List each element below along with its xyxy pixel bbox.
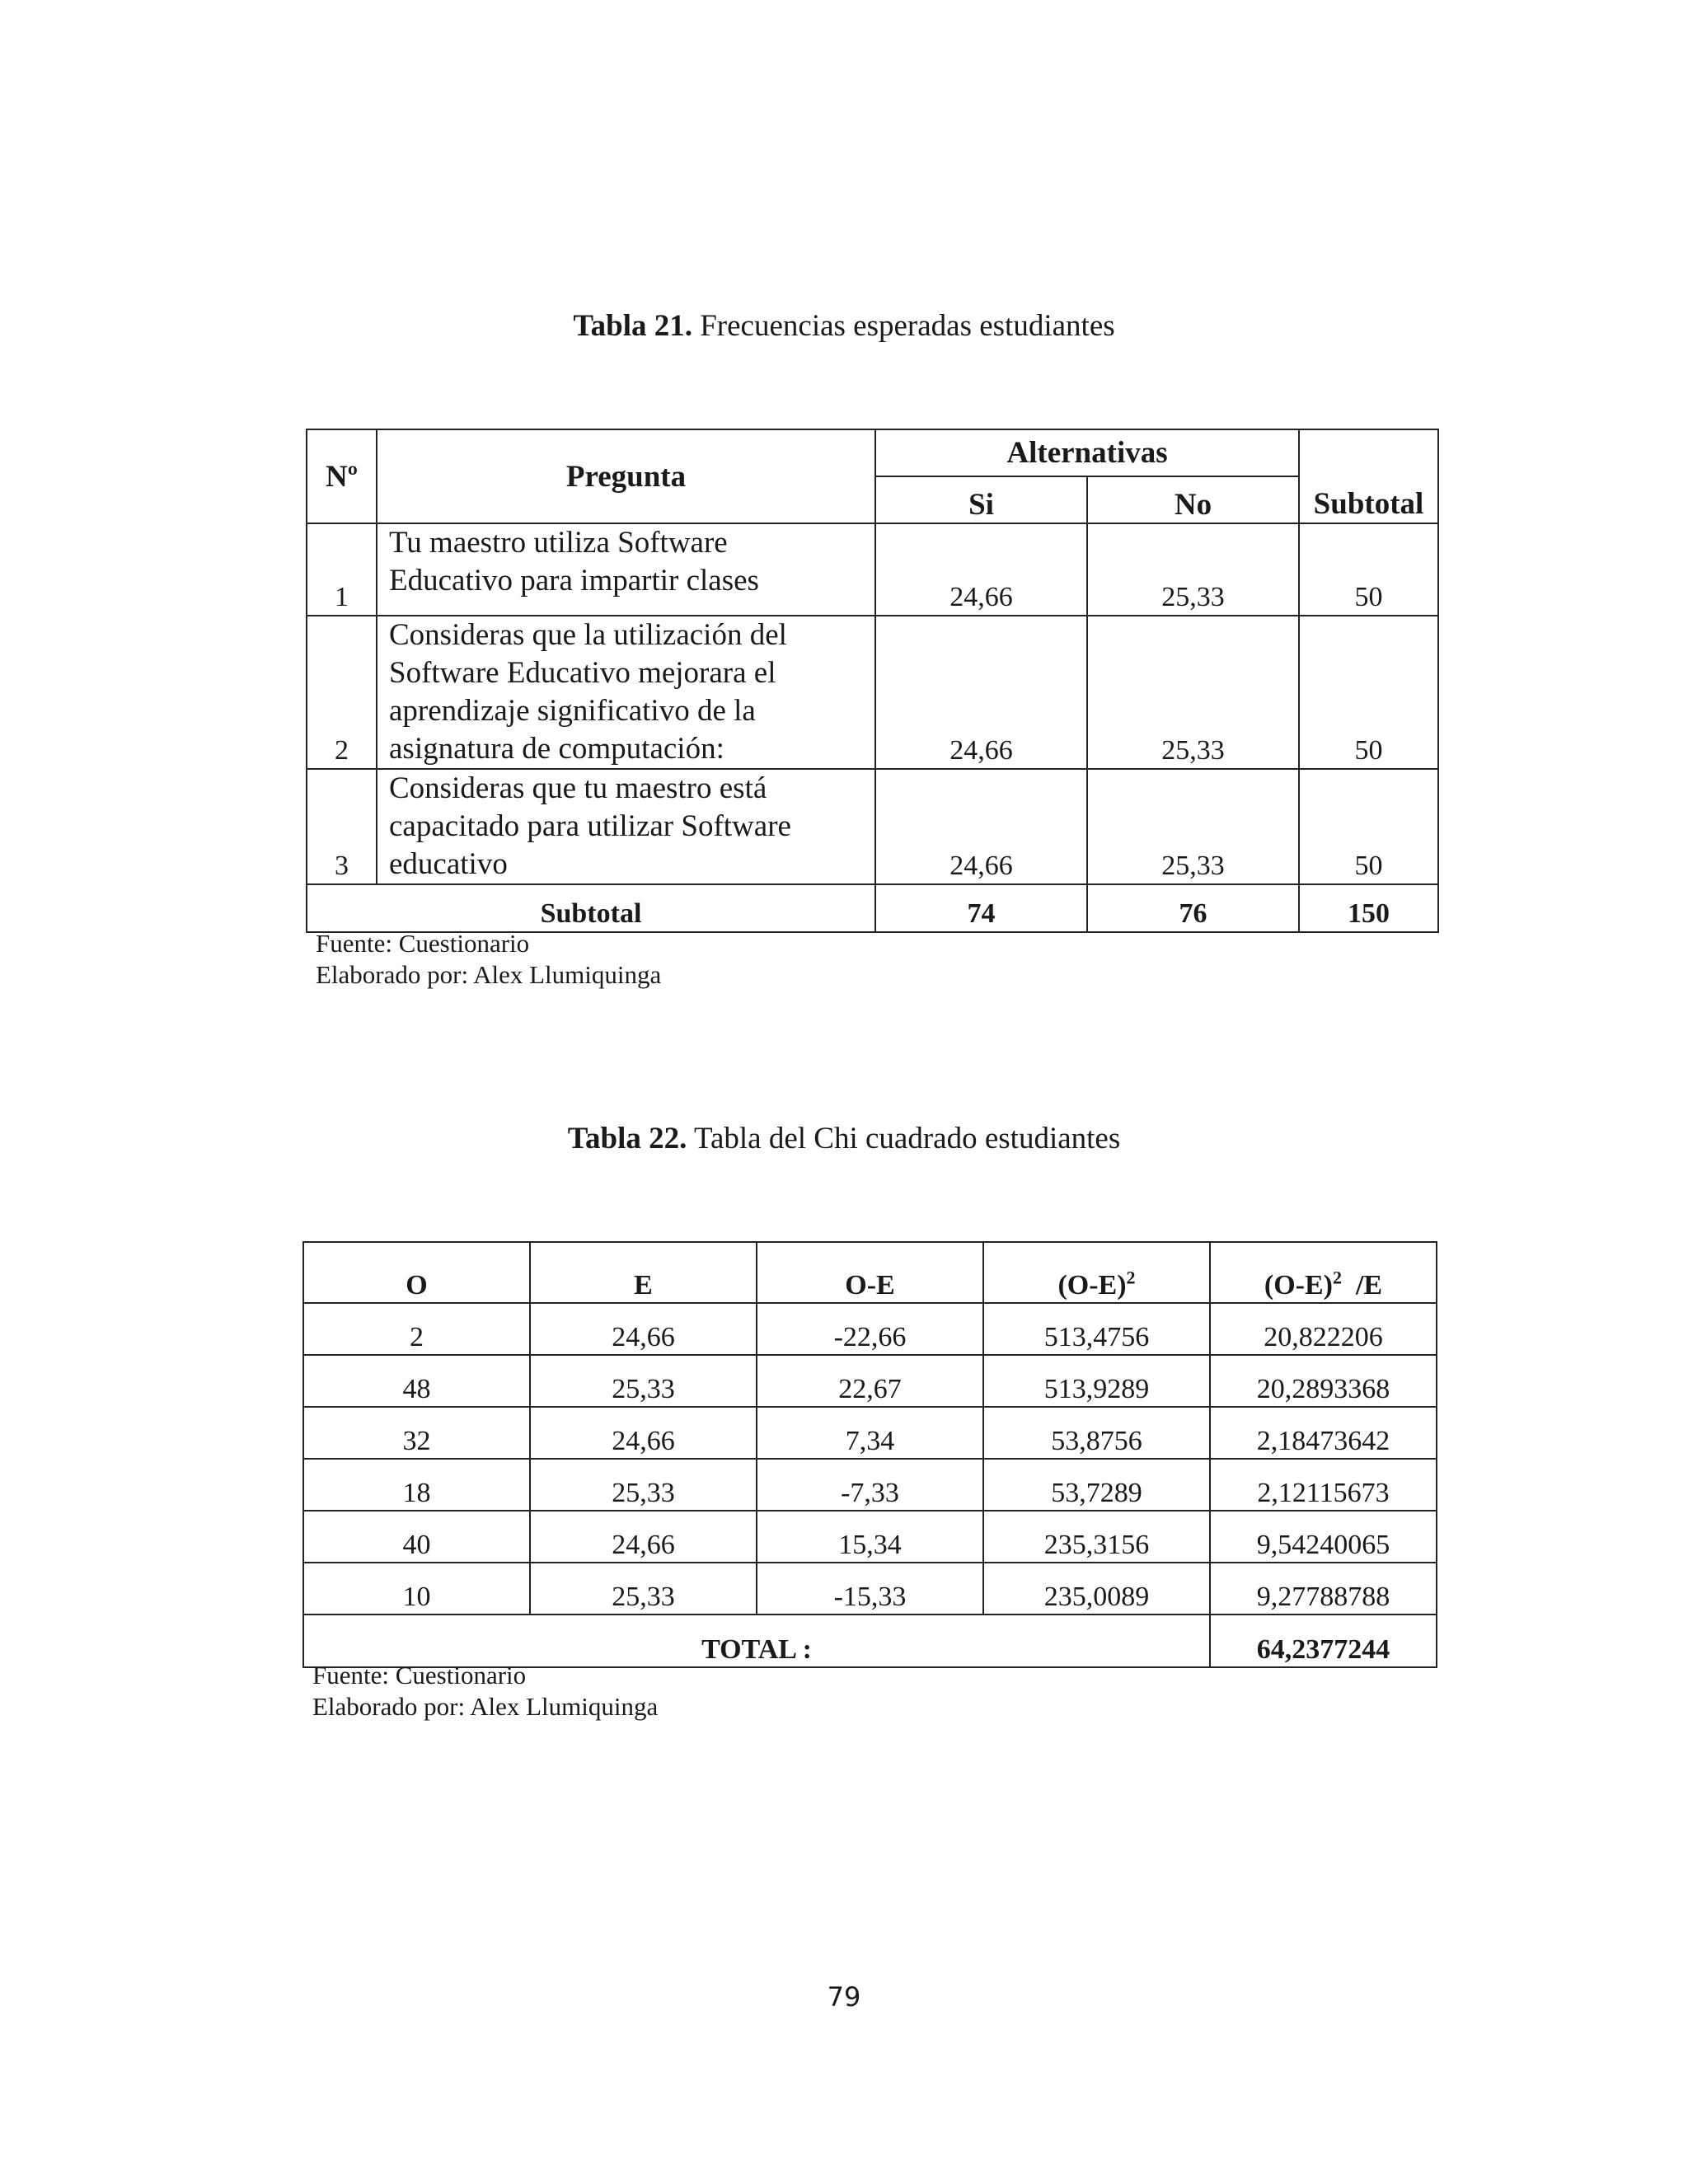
- header-base: (O-E): [1264, 1270, 1333, 1301]
- table-row: [303, 1407, 1437, 1459]
- cell-chi-term: 2,12115673: [1210, 1459, 1437, 1511]
- header-o: O: [303, 1242, 530, 1303]
- cell-chi-term: 20,822206: [1210, 1303, 1437, 1355]
- table-row: [307, 523, 1438, 616]
- author-line: Elaborado por: Alex Llumiquinga: [312, 1692, 659, 1721]
- value-si: 24,66: [875, 769, 1087, 884]
- header-no: Nº: [307, 429, 377, 523]
- question-line: educativo: [389, 847, 508, 881]
- table-21-source-note: [316, 928, 661, 991]
- cell-e: 25,33: [530, 1563, 757, 1615]
- page-number: 79: [827, 1981, 861, 2013]
- total-label: Subtotal: [307, 884, 875, 932]
- cell-e: 24,66: [530, 1407, 757, 1459]
- cell-chi-term: 20,2893368: [1210, 1355, 1437, 1407]
- cell-e: 24,66: [530, 1511, 757, 1563]
- table-row: [303, 1303, 1437, 1355]
- cell-squared: 513,4756: [983, 1303, 1210, 1355]
- value-subtotal: 50: [1299, 616, 1438, 769]
- header-pregunta: Pregunta: [377, 429, 875, 523]
- cell-o: 2: [303, 1303, 530, 1355]
- header-o-minus-e: O-E: [757, 1242, 983, 1303]
- total-value: 64,2377244: [1210, 1615, 1437, 1667]
- cell-e: 25,33: [530, 1355, 757, 1407]
- header-e: E: [530, 1242, 757, 1303]
- cell-o: 10: [303, 1563, 530, 1615]
- header-si: Si: [875, 476, 1087, 523]
- cell-squared: 53,8756: [983, 1407, 1210, 1459]
- cell-squared: 235,0089: [983, 1563, 1210, 1615]
- cell-squared: 513,9289: [983, 1355, 1210, 1407]
- total-si: 74: [875, 884, 1087, 932]
- table-row: [303, 1563, 1437, 1615]
- header-exponent: 2: [1332, 1267, 1342, 1288]
- cell-o-minus-e: -22,66: [757, 1303, 983, 1355]
- question-line: aprendizaje significativo de la: [389, 694, 756, 728]
- chi-square-table: [302, 1241, 1437, 1668]
- expected-frequencies-table: [306, 429, 1439, 933]
- cell-o: 40: [303, 1511, 530, 1563]
- value-no: 25,33: [1087, 616, 1299, 769]
- header-subtotal: Subtotal: [1299, 429, 1438, 523]
- table-21-caption: [0, 308, 1688, 344]
- table-row: [303, 1511, 1437, 1563]
- header-alternativas: Alternativas: [875, 429, 1299, 476]
- question-line: Consideras que la utilización del: [389, 618, 787, 652]
- table-22-caption: [0, 1121, 1688, 1157]
- question-line: Tu maestro utiliza Software: [389, 526, 728, 560]
- cell-chi-term: 9,54240065: [1210, 1511, 1437, 1563]
- cell-e: 24,66: [530, 1303, 757, 1355]
- cell-chi-term: 9,27788788: [1210, 1563, 1437, 1615]
- header-exponent: 2: [1126, 1267, 1136, 1288]
- header-chi-term: [1210, 1242, 1437, 1303]
- row-number: 3: [307, 769, 377, 884]
- question-text: [377, 616, 875, 769]
- cell-squared: 53,7289: [983, 1459, 1210, 1511]
- header-o-minus-e-squared: [983, 1242, 1210, 1303]
- table-21-header-row: [307, 429, 1438, 476]
- value-si: 24,66: [875, 523, 1087, 616]
- question-line: capacitado para utilizar Software: [389, 809, 791, 843]
- question-text: [377, 769, 875, 884]
- table-21-caption-text: Frecuencias esperadas estudiantes: [692, 309, 1115, 343]
- value-subtotal: 50: [1299, 769, 1438, 884]
- cell-o: 48: [303, 1355, 530, 1407]
- table-21-total-row: [307, 884, 1438, 932]
- table-row: [303, 1459, 1437, 1511]
- table-21-caption-label: Tabla 21.: [573, 309, 692, 343]
- value-no: 25,33: [1087, 523, 1299, 616]
- value-si: 24,66: [875, 616, 1087, 769]
- table-row: [303, 1355, 1437, 1407]
- table-22-caption-text: Tabla del Chi cuadrado estudiantes: [687, 1122, 1121, 1155]
- row-number: 1: [307, 523, 377, 616]
- table-22-caption-label: Tabla 22.: [567, 1122, 687, 1155]
- header-tail: /E: [1341, 1270, 1383, 1301]
- cell-o-minus-e: -7,33: [757, 1459, 983, 1511]
- table-row: [307, 769, 1438, 884]
- total-subtotal: 150: [1299, 884, 1438, 932]
- total-no: 76: [1087, 884, 1299, 932]
- cell-o-minus-e: 7,34: [757, 1407, 983, 1459]
- table-22-header-row: [303, 1242, 1437, 1303]
- author-line: Elaborado por: Alex Llumiquinga: [316, 960, 662, 989]
- question-line: Consideras que tu maestro está: [389, 771, 767, 805]
- cell-o: 18: [303, 1459, 530, 1511]
- source-line: Fuente: Cuestionario: [312, 1661, 527, 1690]
- cell-o-minus-e: 22,67: [757, 1355, 983, 1407]
- question-text: [377, 523, 875, 616]
- question-line: Software Educativo mejorara el: [389, 656, 776, 690]
- cell-squared: 235,3156: [983, 1511, 1210, 1563]
- value-subtotal: 50: [1299, 523, 1438, 616]
- total-label: TOTAL :: [303, 1615, 1210, 1667]
- cell-o-minus-e: -15,33: [757, 1563, 983, 1615]
- cell-o: 32: [303, 1407, 530, 1459]
- value-no: 25,33: [1087, 769, 1299, 884]
- header-no-column: No: [1087, 476, 1299, 523]
- cell-e: 25,33: [530, 1459, 757, 1511]
- cell-chi-term: 2,18473642: [1210, 1407, 1437, 1459]
- cell-o-minus-e: 15,34: [757, 1511, 983, 1563]
- source-line: Fuente: Cuestionario: [316, 929, 530, 958]
- table-row: [307, 616, 1438, 769]
- question-line: asignatura de computación:: [389, 732, 724, 766]
- row-number: 2: [307, 616, 377, 769]
- table-22-source-note: [312, 1660, 658, 1722]
- header-base: (O-E): [1057, 1270, 1127, 1301]
- question-line: Educativo para impartir clases: [389, 564, 759, 598]
